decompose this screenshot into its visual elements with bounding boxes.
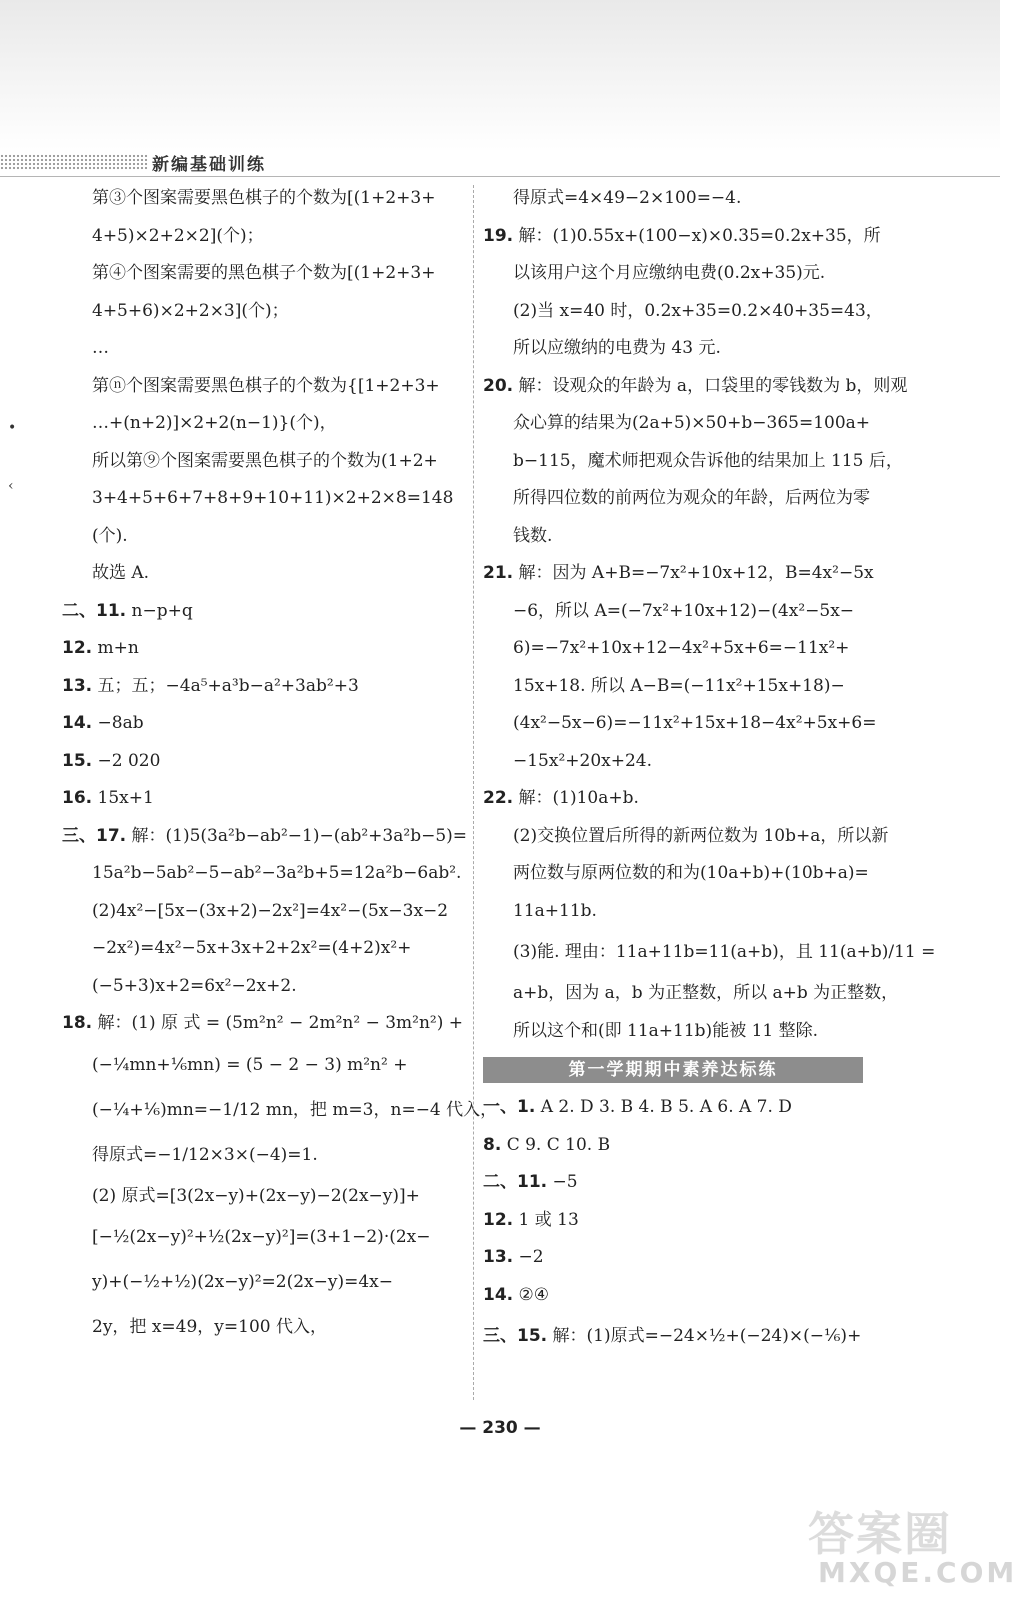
line-text: (−¼mn+⅙mn) = (5 − 2 − 3) m²n² + — [92, 1054, 408, 1075]
line-text: ②④ — [513, 1284, 550, 1305]
text-line — [62, 743, 467, 781]
line-text: (个). — [92, 525, 128, 546]
line-text: 众心算的结果为(2a+5)×50+b−365=100a+ — [513, 413, 871, 433]
line-text: 得原式=4×49−2×100=−4. — [513, 188, 742, 208]
line-text: −2 020 — [92, 750, 161, 771]
line-text: 4+5)×2+2×2](个)； — [92, 225, 264, 246]
watermark-line-1: 答案圈 — [808, 1507, 952, 1561]
text-line — [62, 330, 467, 368]
text-line — [483, 975, 899, 1013]
text-line — [62, 1043, 467, 1088]
text-line — [483, 668, 893, 706]
question-number: 二、11. — [62, 600, 127, 621]
text-line — [62, 1005, 467, 1043]
text-line — [62, 930, 467, 968]
line-text: (−5+3)x+2=6x²−2x+2. — [92, 975, 297, 996]
line-text: −8ab — [92, 713, 144, 733]
text-line — [62, 968, 467, 1006]
text-line — [483, 518, 893, 556]
line-text: 第③个图案需要黑色棋子的个数为[(1+2+3+ — [92, 188, 436, 208]
line-text: (4x²−5x−6)=−11x²+15x+18−4x²+5x+6= — [513, 713, 877, 733]
text-line — [483, 1202, 893, 1240]
question-number: 16. — [62, 788, 93, 808]
text-line — [483, 593, 893, 631]
line-text: (2)当 x=40 时，0.2x+35=0.2×40+35=43， — [513, 300, 883, 321]
line-text: 所以第⑨个图案需要黑色棋子的个数为(1+2+ — [92, 450, 438, 471]
text-line — [483, 630, 893, 668]
text-line — [62, 1215, 467, 1260]
line-text: (3)能. 理由：11a+11b=11(a+b)，且 11(a+b)/11 = — [513, 942, 936, 962]
text-line — [62, 1305, 467, 1350]
line-text: 解：(1)10a+b. — [513, 788, 639, 808]
line-text: −5 — [547, 1172, 578, 1192]
text-line — [483, 1164, 893, 1202]
text-line — [483, 930, 936, 975]
question-number: 18. — [62, 1013, 93, 1033]
line-text: 第④个图案需要的黑色棋子个数为[(1+2+3+ — [92, 263, 436, 283]
line-text: 得原式=−1/12×3×(−4)=1. — [92, 1144, 318, 1165]
question-number: 13. — [483, 1247, 514, 1267]
text-line — [62, 593, 467, 631]
text-line — [62, 518, 467, 556]
header-rule — [0, 176, 1000, 177]
line-text: 故选 A. — [92, 563, 150, 583]
line-text: m+n — [92, 638, 139, 658]
page-number: — 230 — — [459, 1418, 541, 1438]
line-text: 15x+1 — [92, 788, 154, 808]
watermark-line-2: MXQE.COM — [818, 1556, 1017, 1589]
question-number: 二、11. — [483, 1172, 548, 1192]
question-number: 19. — [483, 225, 514, 246]
line-text: −2x²)=4x²−5x+3x+2+2x²=(4+2)x²+ — [92, 938, 412, 958]
line-text: 解：设观众的年龄为 a，口袋里的零钱数为 b，则观 — [513, 375, 908, 396]
question-number: 20. — [483, 375, 514, 396]
question-number: 14. — [483, 1284, 514, 1305]
question-number: 12. — [483, 1209, 514, 1230]
line-text: 所以应缴纳的电费为 43 元. — [513, 338, 721, 358]
text-line — [483, 855, 893, 893]
text-line — [62, 293, 467, 331]
line-text: a+b，因为 a，b 为正整数，所以 a+b 为正整数， — [513, 983, 899, 1003]
line-text: …+(n+2)]×2+2(n−1)}(个)， — [92, 413, 337, 433]
line-text: 4+5+6)×2+2×3](个)； — [92, 300, 289, 321]
running-header — [0, 150, 1000, 176]
line-text: 钱数. — [513, 525, 553, 546]
question-number: 22. — [483, 788, 514, 808]
text-line — [483, 443, 903, 481]
line-text: 解：(1)5(3a²b−ab²−1)−(ab²+3a²b−5)= — [126, 825, 468, 846]
text-line — [483, 218, 893, 256]
text-line — [62, 818, 467, 856]
text-line — [62, 893, 467, 931]
text-line — [62, 555, 467, 593]
line-text: 以该用户这个月应缴纳电费(0.2x+35)元. — [513, 263, 826, 283]
line-text: (−¼+⅙)mn=−1/12 mn，把 m=3，n=−4 代入， — [92, 1099, 498, 1120]
text-line — [483, 1277, 893, 1315]
line-text: 解：(1)0.55x+(100−x)×0.35=0.2x+35，所 — [513, 225, 881, 246]
margin-mark: • — [8, 420, 17, 436]
line-text: −6，所以 A=(−7x²+10x+12)−(4x²−5x− — [513, 600, 855, 621]
margin-mark: ‹ — [8, 478, 14, 494]
text-line — [483, 743, 893, 781]
line-text: A 2. D 3. B 4. B 5. A 6. A 7. D — [535, 1097, 792, 1117]
line-text: 1 或 13 — [513, 1209, 579, 1230]
line-text: 两位数与原两位数的和为(10a+b)+(10b+a)= — [513, 863, 869, 883]
line-text: C 9. C 10. B — [501, 1134, 611, 1155]
header-dot-pattern — [0, 154, 148, 170]
line-text: 2y，把 x=49，y=100 代入， — [92, 1317, 327, 1337]
line-text: (2)交换位置后所得的新两位数为 10b+a，所以新 — [513, 825, 889, 846]
right-column — [483, 180, 936, 1359]
line-text: 解：(1)原式=−24×½+(−24)×(−⅙)+ — [547, 1326, 862, 1346]
section-banner: 第一学期期中素养达标练 — [483, 1057, 863, 1083]
question-number: 14. — [62, 713, 93, 733]
line-text: 6)=−7x²+10x+12−4x²+5x+6=−11x²+ — [513, 638, 850, 658]
question-number: 三、17. — [62, 825, 127, 846]
text-line — [62, 368, 467, 406]
column-divider — [473, 185, 474, 1400]
line-text: (2)4x²−[5x−(3x+2)−2x²]=4x²−(5x−3x−2 — [92, 900, 449, 921]
text-line — [483, 293, 893, 331]
line-text: 解：(1) 原 式 = (5m²n² − 2m²n² − 3m²n²) + — [92, 1013, 464, 1033]
text-line — [483, 1239, 893, 1277]
text-line — [62, 630, 467, 668]
text-line — [483, 705, 893, 743]
text-line — [483, 368, 908, 406]
text-line — [62, 180, 467, 218]
text-line — [483, 180, 893, 218]
line-text: [−½(2x−y)²+½(2x−y)²]=(3+1−2)·(2x− — [92, 1227, 431, 1247]
question-number: 三、15. — [483, 1326, 548, 1346]
text-line — [62, 1260, 467, 1305]
text-line — [483, 330, 893, 368]
question-number: 15. — [62, 750, 93, 771]
text-line — [483, 1127, 893, 1165]
text-line — [62, 1088, 498, 1133]
text-line — [483, 1314, 893, 1359]
text-line — [483, 255, 893, 293]
text-line — [62, 1133, 467, 1178]
text-line — [62, 255, 467, 293]
text-line — [62, 705, 467, 743]
text-line — [62, 1178, 467, 1216]
question-number: 8. — [483, 1134, 502, 1155]
line-text: 所以这个和(即 11a+11b)能被 11 整除. — [513, 1020, 819, 1041]
text-line — [62, 405, 467, 443]
question-number: 13. — [62, 675, 93, 696]
text-line — [62, 443, 467, 481]
text-line — [483, 818, 893, 856]
line-text: 解：因为 A+B=−7x²+10x+12，B=4x²−5x — [513, 563, 874, 583]
line-text: −15x²+20x+24. — [513, 750, 653, 771]
line-text: … — [92, 338, 109, 358]
text-line — [483, 1089, 893, 1127]
text-line — [483, 480, 893, 518]
text-line — [483, 405, 893, 443]
line-text: 11a+11b. — [513, 900, 597, 921]
line-text: 所得四位数的前两位为观众的年龄，后两位为零 — [513, 488, 870, 508]
question-number: 21. — [483, 563, 514, 583]
header-title: 新编基础训练 — [152, 155, 266, 175]
line-text: 15x+18. 所以 A−B=(−11x²+15x+18)− — [513, 675, 845, 696]
text-line — [62, 668, 467, 706]
question-number: 一、1. — [483, 1097, 536, 1117]
left-column — [62, 180, 498, 1350]
watermark-logo — [808, 1498, 1017, 1594]
text-line — [483, 780, 893, 818]
line-text: 15a²b−5ab²−5−ab²−3a²b+5=12a²b−6ab². — [92, 863, 462, 883]
line-text: n−p+q — [126, 600, 193, 621]
line-text: b−115，魔术师把观众告诉他的结果加上 115 后， — [513, 450, 903, 471]
line-text: −2 — [513, 1247, 544, 1267]
text-line — [62, 480, 467, 518]
text-line — [62, 780, 467, 818]
text-line — [62, 218, 467, 256]
text-line — [483, 893, 893, 931]
line-text: 第ⓝ个图案需要黑色棋子的个数为{[1+2+3+ — [92, 375, 440, 396]
line-text: (2) 原式=[3(2x−y)+(2x−y)−2(2x−y)]+ — [92, 1185, 420, 1206]
line-text: y)+(−½+½)(2x−y)²=2(2x−y)=4x− — [92, 1272, 393, 1292]
text-line — [483, 555, 893, 593]
text-line — [62, 855, 467, 893]
text-line — [483, 1013, 893, 1051]
line-text: 3+4+5+6+7+8+9+10+11)×2+2×8=148 — [92, 488, 454, 508]
top-scan-shade — [0, 0, 1000, 150]
question-number: 12. — [62, 638, 93, 658]
line-text: 五；五；−4a⁵+a³b−a²+3ab²+3 — [92, 675, 359, 696]
